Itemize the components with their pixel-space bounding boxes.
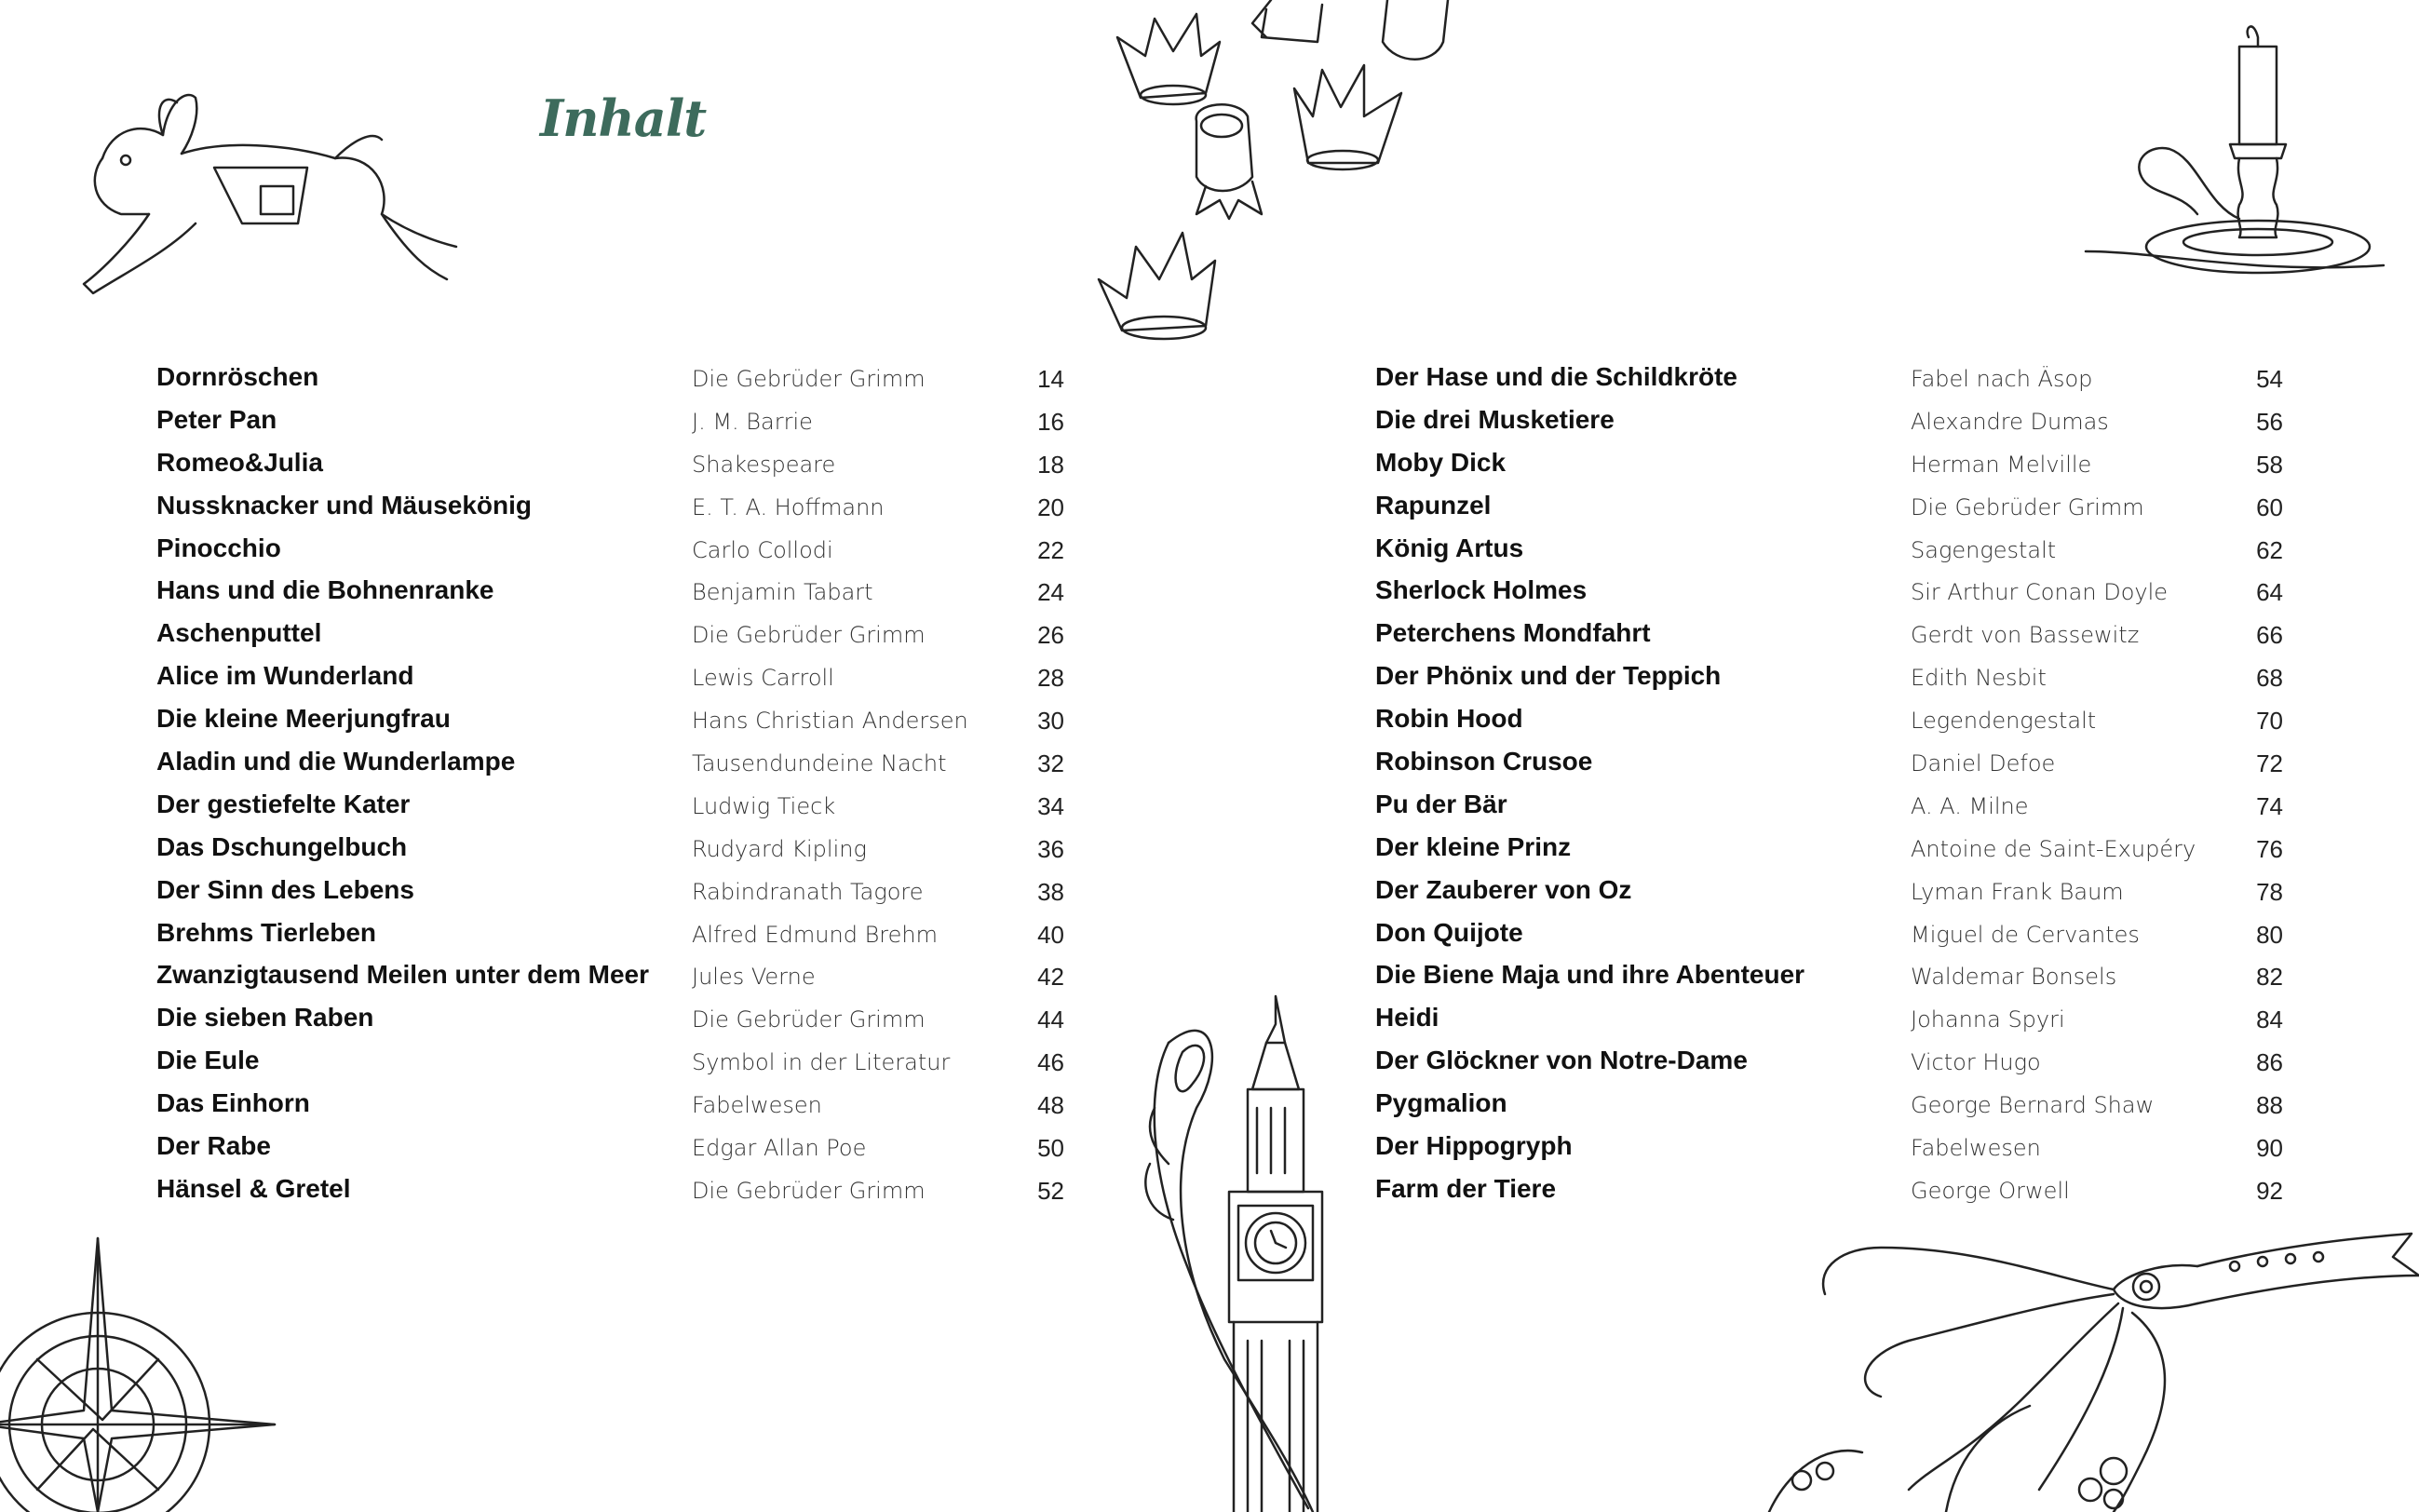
toc-entry-page: 20 <box>1037 493 1064 521</box>
toc-entry[interactable] <box>1375 530 2283 573</box>
toc-entry[interactable] <box>156 1042 1064 1085</box>
toc-entry-page: 54 <box>2256 365 2283 393</box>
toc-entry[interactable] <box>156 1127 1064 1170</box>
toc-entry-page: 72 <box>2256 749 2283 778</box>
toc-entry[interactable] <box>156 999 1064 1042</box>
toc-entry-title: Robinson Crusoe <box>1375 747 1593 776</box>
toc-entry-title: Aschenputtel <box>156 618 322 648</box>
toc-entry-author: Edgar Allan Poe <box>692 1135 867 1162</box>
toc-entry-page: 62 <box>2256 535 2283 564</box>
toc-entry-title: Peterchens Mondfahrt <box>1375 618 1651 648</box>
toc-entry-title: Die Eule <box>156 1046 260 1075</box>
toc-entry[interactable] <box>156 700 1064 743</box>
toc-entry-author: Alexandre Dumas <box>1911 408 2109 435</box>
squid-illustration <box>1676 1220 2419 1512</box>
toc-entry-title: Die sieben Raben <box>156 1003 374 1033</box>
toc-entry-page: 78 <box>2256 877 2283 906</box>
toc-entry-page: 38 <box>1037 877 1064 906</box>
toc-entry-page: 28 <box>1037 664 1064 693</box>
toc-entry[interactable] <box>156 614 1064 657</box>
toc-entry[interactable] <box>156 786 1064 829</box>
toc-entry[interactable] <box>156 1085 1064 1127</box>
toc-entry-title: Zwanzigtausend Meilen unter dem Meer <box>156 960 649 990</box>
toc-entry-title: Der Glöckner von Notre-Dame <box>1375 1046 1748 1075</box>
toc-entry-author: Herman Melville <box>1911 451 2092 478</box>
toc-entry-author: Lewis Carroll <box>692 665 834 692</box>
toc-entry[interactable] <box>156 914 1064 957</box>
toc-entry-page: 88 <box>2256 1091 2283 1120</box>
toc-entry-title: Alice im Wunderland <box>156 661 414 691</box>
toc-entry-title: Pu der Bär <box>1375 789 1507 818</box>
toc-right-column <box>1375 358 2283 1213</box>
toc-entry-author: E. T. A. Hoffmann <box>692 493 885 520</box>
toc-entry[interactable] <box>156 829 1064 871</box>
toc-entry-author: Die Gebrüder Grimm <box>692 1177 926 1204</box>
toc-entry-author: Lyman Frank Baum <box>1911 878 2124 905</box>
toc-entry[interactable] <box>156 871 1064 914</box>
toc-entry[interactable] <box>1375 999 2283 1042</box>
toc-entry-author: Edith Nesbit <box>1911 665 2047 692</box>
toc-entry-page: 68 <box>2256 664 2283 693</box>
toc-entry-page: 82 <box>2256 963 2283 992</box>
toc-entry-title: Der Hase und die Schildkröte <box>1375 362 1737 391</box>
toc-entry-author: George Orwell <box>1911 1177 2070 1204</box>
toc-entry-page: 52 <box>1037 1176 1064 1205</box>
toc-entry-title: Der Sinn des Lebens <box>156 874 414 904</box>
toc-entry-author: Daniel Defoe <box>1911 750 2056 777</box>
toc-entry-page: 14 <box>1037 365 1064 393</box>
toc-entry-title: König Artus <box>1375 533 1524 562</box>
toc-entry-title: Der Phönix und der Teppich <box>1375 661 1722 691</box>
toc-entry-page: 36 <box>1037 834 1064 863</box>
toc-entry-page: 60 <box>2256 493 2283 521</box>
toc-entry[interactable] <box>1375 786 2283 829</box>
toc-entry-author: Die Gebrüder Grimm <box>692 366 926 392</box>
toc-entry-title: Die Biene Maja und ihre Abenteuer <box>1375 960 1805 990</box>
toc-entry-title: Nussknacker und Mäusekönig <box>156 490 533 520</box>
rabbit-illustration <box>74 84 466 307</box>
toc-entry-title: Hänsel & Gretel <box>156 1173 351 1203</box>
toc-entry-author: Legendengestalt <box>1911 708 2097 735</box>
toc-entry-author: Sagengestalt <box>1911 536 2057 563</box>
toc-entry-author: Antoine de Saint-Exupéry <box>1911 835 2196 862</box>
toc-entry-page: 42 <box>1037 963 1064 992</box>
toc-entry-author: Miguel de Cervantes <box>1911 921 2140 948</box>
toc-entry-author: Hans Christian Andersen <box>692 708 968 735</box>
toc-entry-author: Carlo Collodi <box>692 536 833 563</box>
big-ben-quill-illustration <box>1131 987 1373 1512</box>
toc-entry-title: Heidi <box>1375 1003 1439 1033</box>
toc-entry-page: 46 <box>1037 1048 1064 1077</box>
toc-entry[interactable] <box>156 572 1064 614</box>
toc-entry-page: 16 <box>1037 407 1064 436</box>
toc-entry-page: 86 <box>2256 1048 2283 1077</box>
toc-entry-author: Benjamin Tabart <box>692 579 873 606</box>
toc-entry-title: Peter Pan <box>156 404 277 434</box>
toc-entry-page: 90 <box>2256 1134 2283 1163</box>
toc-entry-author: Rabindranath Tagore <box>692 878 924 905</box>
toc-entry[interactable] <box>156 956 1064 999</box>
toc-entry-author: Gerdt von Bassewitz <box>1911 622 2140 649</box>
toc-entry[interactable] <box>1375 1085 2283 1127</box>
toc-entry-page: 64 <box>2256 578 2283 607</box>
toc-entry-title: Pygmalion <box>1375 1088 1507 1118</box>
toc-entry-page: 22 <box>1037 535 1064 564</box>
toc-entry-title: Moby Dick <box>1375 447 1507 477</box>
toc-entry[interactable] <box>1375 572 2283 614</box>
toc-entry-page: 40 <box>1037 920 1064 949</box>
toc-entry[interactable] <box>1375 871 2283 914</box>
toc-entry-title: Romeo&Julia <box>156 447 323 477</box>
toc-entry-author: Johanna Spyri <box>1911 1006 2065 1033</box>
toc-entry-page: 26 <box>1037 621 1064 650</box>
toc-entry-title: Rapunzel <box>1375 490 1492 520</box>
toc-entry[interactable] <box>1375 743 2283 786</box>
toc-entry-page: 74 <box>2256 791 2283 820</box>
toc-entry[interactable] <box>1375 401 2283 444</box>
toc-entry[interactable] <box>1375 1170 2283 1213</box>
toc-entry-author: Shakespeare <box>692 451 836 478</box>
toc-entry[interactable] <box>156 358 1064 401</box>
toc-entry-author: Jules Verne <box>692 964 816 991</box>
toc-entry-title: Die kleine Meerjungfrau <box>156 704 451 734</box>
toc-entry-title: Der Rabe <box>156 1131 271 1161</box>
toc-entry-page: 92 <box>2256 1176 2283 1205</box>
toc-entry-author: Symbol in der Literatur <box>692 1049 951 1076</box>
toc-entry[interactable] <box>1375 700 2283 743</box>
toc-left-column <box>156 358 1064 1213</box>
toc-entry-page: 66 <box>2256 621 2283 650</box>
toc-entry[interactable] <box>1375 956 2283 999</box>
toc-entry-page: 80 <box>2256 920 2283 949</box>
toc-entry-title: Die drei Musketiere <box>1375 404 1615 434</box>
toc-entry[interactable] <box>1375 487 2283 530</box>
toc-entry-author: Rudyard Kipling <box>692 835 867 862</box>
toc-entry[interactable] <box>156 1170 1064 1213</box>
toc-entry-title: Hans und die Bohnenranke <box>156 575 494 605</box>
toc-entry-author: Die Gebrüder Grimm <box>1911 493 2144 520</box>
toc-entry[interactable] <box>156 530 1064 573</box>
toc-entry-title: Das Dschungelbuch <box>156 831 408 861</box>
toc-entry-author: Die Gebrüder Grimm <box>692 1006 926 1033</box>
toc-entry[interactable] <box>156 743 1064 786</box>
toc-entry-author: Ludwig Tieck <box>692 792 836 819</box>
toc-entry-author: Tausendundeine Nacht <box>692 750 947 777</box>
toc-entry-author: A. A. Milne <box>1911 792 2029 819</box>
toc-entry-page: 56 <box>2256 407 2283 436</box>
toc-entry-author: Victor Hugo <box>1911 1049 2041 1076</box>
toc-entry-title: Don Quijote <box>1375 917 1523 947</box>
toc-entry-page: 70 <box>2256 707 2283 736</box>
toc-entry[interactable] <box>1375 914 2283 957</box>
toc-entry-page: 84 <box>2256 1006 2283 1034</box>
toc-entry[interactable] <box>1375 358 2283 401</box>
toc-entry[interactable] <box>1375 829 2283 871</box>
toc-entry-page: 76 <box>2256 834 2283 863</box>
toc-entry-author: Fabel nach Äsop <box>1911 366 2093 392</box>
toc-entry-page: 18 <box>1037 450 1064 479</box>
toc-entry[interactable] <box>156 444 1064 487</box>
toc-entry-title: Sherlock Holmes <box>1375 575 1588 605</box>
compass-illustration <box>0 1238 279 1512</box>
toc-entry[interactable] <box>1375 1042 2283 1085</box>
toc-entry-author: George Bernard Shaw <box>1911 1092 2155 1119</box>
toc-entry-author: Die Gebrüder Grimm <box>692 622 926 649</box>
toc-entry-title: Der gestiefelte Kater <box>156 789 411 818</box>
candle-illustration <box>2067 19 2402 289</box>
toc-entry-author: J. M. Barrie <box>692 408 813 435</box>
toc-entry[interactable] <box>156 487 1064 530</box>
toc-entry-page: 58 <box>2256 450 2283 479</box>
toc-entry-page: 24 <box>1037 578 1064 607</box>
toc-entry-author: Fabelwesen <box>692 1092 822 1119</box>
toc-entry[interactable] <box>1375 444 2283 487</box>
toc-entry-title: Brehms Tierleben <box>156 917 377 947</box>
toc-entry-title: Farm der Tiere <box>1375 1173 1557 1203</box>
toc-entry-title: Das Einhorn <box>156 1088 310 1118</box>
toc-entry-title: Pinocchio <box>156 533 281 562</box>
toc-entry-title: Robin Hood <box>1375 704 1523 734</box>
crowns-illustration <box>1099 0 1583 344</box>
toc-entry-page: 34 <box>1037 791 1064 820</box>
toc-entry-title: Dornröschen <box>156 362 319 391</box>
toc-entry-title: Aladin und die Wunderlampe <box>156 747 516 776</box>
toc-entry[interactable] <box>156 401 1064 444</box>
toc-entry-author: Sir Arthur Conan Doyle <box>1911 579 2169 606</box>
toc-entry-page: 44 <box>1037 1006 1064 1034</box>
toc-entry-author: Fabelwesen <box>1911 1135 2041 1162</box>
toc-entry[interactable] <box>156 657 1064 700</box>
toc-entry-title: Der kleine Prinz <box>1375 831 1572 861</box>
toc-entry[interactable] <box>1375 657 2283 700</box>
toc-entry-author: Waldemar Bonsels <box>1911 964 2117 991</box>
toc-entry-page: 30 <box>1037 707 1064 736</box>
toc-entry-page: 32 <box>1037 749 1064 778</box>
toc-entry-page: 50 <box>1037 1134 1064 1163</box>
toc-entry-page: 48 <box>1037 1091 1064 1120</box>
toc-entry-title: Der Zauberer von Oz <box>1375 874 1632 904</box>
toc-entry-title: Der Hippogryph <box>1375 1131 1573 1161</box>
toc-entry-author: Alfred Edmund Brehm <box>692 921 938 948</box>
toc-entry[interactable] <box>1375 614 2283 657</box>
page-title: Inhalt <box>540 88 707 148</box>
toc-entry[interactable] <box>1375 1127 2283 1170</box>
